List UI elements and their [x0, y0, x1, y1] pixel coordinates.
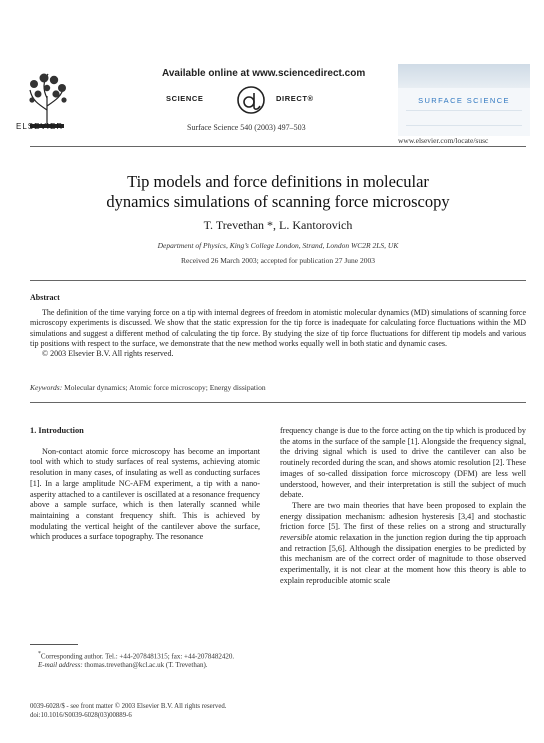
abstract-top-divider [30, 280, 526, 281]
publisher-logo-text: ELSEVIER [16, 122, 64, 131]
front-matter-line: 0039-6028/$ - see front matter © 2003 Elsevier B.V. All rights reserved. [30, 703, 227, 710]
journal-cover-band [398, 64, 530, 88]
journal-url-link[interactable]: www.elsevier.com/locate/susc [398, 136, 489, 145]
intro-paragraph-1: Non-contact atomic force microscopy has become an important tool with which to study surfaces of real systems, achieving atomic resolution in many cases, of insulating as well as conducting surfaces [1]. In a large amplitude NC-AFM experiment, a tip with a nano-asperity attached to a cantilever is oscillated at a resonance frequency above a sample surface, which is then laterally scanned while maintaining a constant frequency shift. This is achieved by modulating the vertical height of the cantilever above the surface, which produces a surface topography. The resonance [30, 446, 260, 542]
header-divider [30, 146, 526, 147]
corresponding-author: Corresponding author. Tel.: +44-2078481315; fax: +44-2078482420. [40, 652, 235, 661]
keywords-label: Keywords: [30, 383, 63, 392]
journal-cover-thumbnail [398, 64, 530, 136]
footnote-divider [30, 644, 78, 645]
abstract-text: The definition of the time varying force on a tip with internal degrees of freedom in atomistic molecular dynamics (MD) simulations of scanning force microscopy experiments is discussed. We show that the static expression for the tip force is inadequate for calculating force fluctuations within the MD simulations and suggest a different method of calculating the tip force. By studying the size of tip force fluctuations for different tip models and various tip positions with respect to the surface, we demonstrate that the new method works equally well in both static and dynamic cases. [30, 308, 526, 348]
intro-paragraph-continued: frequency change is due to the force acting on the tip which is produced by the atoms in the surface of the sample [1]. Alongside the frequency signal, the driving signal which is used to drive the cantilever can also be routinely recorded during the scan, and shows atomic resolution [2]. These images of so-called dissipation force microscopy (DFM) are less well understood, however, and their interpretation is still the subject of much debate. [280, 426, 526, 500]
sciencedirect-right-text: DIRECT® [276, 94, 314, 103]
page-footer [30, 702, 226, 720]
emphasis-reversible: reversible [280, 533, 313, 543]
sciencedirect-at-icon [234, 85, 268, 115]
article-title-line-1: Tip models and force definitions in molecular [127, 172, 429, 191]
sciencedirect-left-text: SCIENCE [166, 94, 204, 103]
journal-citation: Surface Science 540 (2003) 497–503 [187, 123, 306, 132]
author-affiliation: Department of Physics, King’s College London, Strand, London WC2R 2LS, UK [157, 241, 399, 250]
doi-link[interactable]: doi:10.1016/S0039-6028(03)00889-6 [30, 712, 132, 719]
abstract-bottom-divider [30, 402, 526, 403]
sciencedirect-logo[interactable] [150, 85, 350, 115]
intro-paragraph-2: There are two main theories that have been proposed to explain the energy dissipation mechanism: adhesion hysteresis [3,4] and stochastic friction force [5]. The first of these relies on a strong and structurally reversible atomic relaxation in the junction region during the tip approach and retraction [5,6]. Although the dissipation energies to be predicted by this mechanism are of the correct order of magnitude to those observed experimentally, it is not clear at the moment how this theory is able to explain reproducible atomic scale [280, 500, 526, 585]
body-right-column [280, 426, 526, 587]
keywords-text: Molecular dynamics; Atomic force microscopy; Energy dissipation [62, 383, 266, 392]
keywords-line [30, 383, 266, 392]
article-authors: T. Trevethan *, L. Kantorovich [203, 218, 353, 232]
footnote [30, 650, 260, 670]
abstract-copyright: © 2003 Elsevier B.V. All rights reserved. [42, 349, 174, 359]
author-email-link[interactable]: thomas.trevethan@kcl.ac.uk (T. Trevethan). [82, 661, 208, 670]
journal-cover-lines [406, 110, 522, 126]
body-left-column [30, 426, 260, 543]
abstract-body [30, 308, 526, 359]
section-heading: 1. Introduction [30, 426, 84, 435]
available-online-banner[interactable]: Available online at www.sciencedirect.com [162, 68, 366, 79]
received-dates: Received 26 March 2003; accepted for publication 27 June 2003 [181, 256, 375, 265]
footnote-marker: * [38, 651, 41, 657]
journal-name: SURFACE SCIENCE [418, 96, 510, 105]
article-title-line-2: dynamics simulations of scanning force microscopy [106, 192, 450, 211]
email-label: E-mail address: [38, 661, 83, 670]
abstract-heading: Abstract [30, 293, 60, 302]
